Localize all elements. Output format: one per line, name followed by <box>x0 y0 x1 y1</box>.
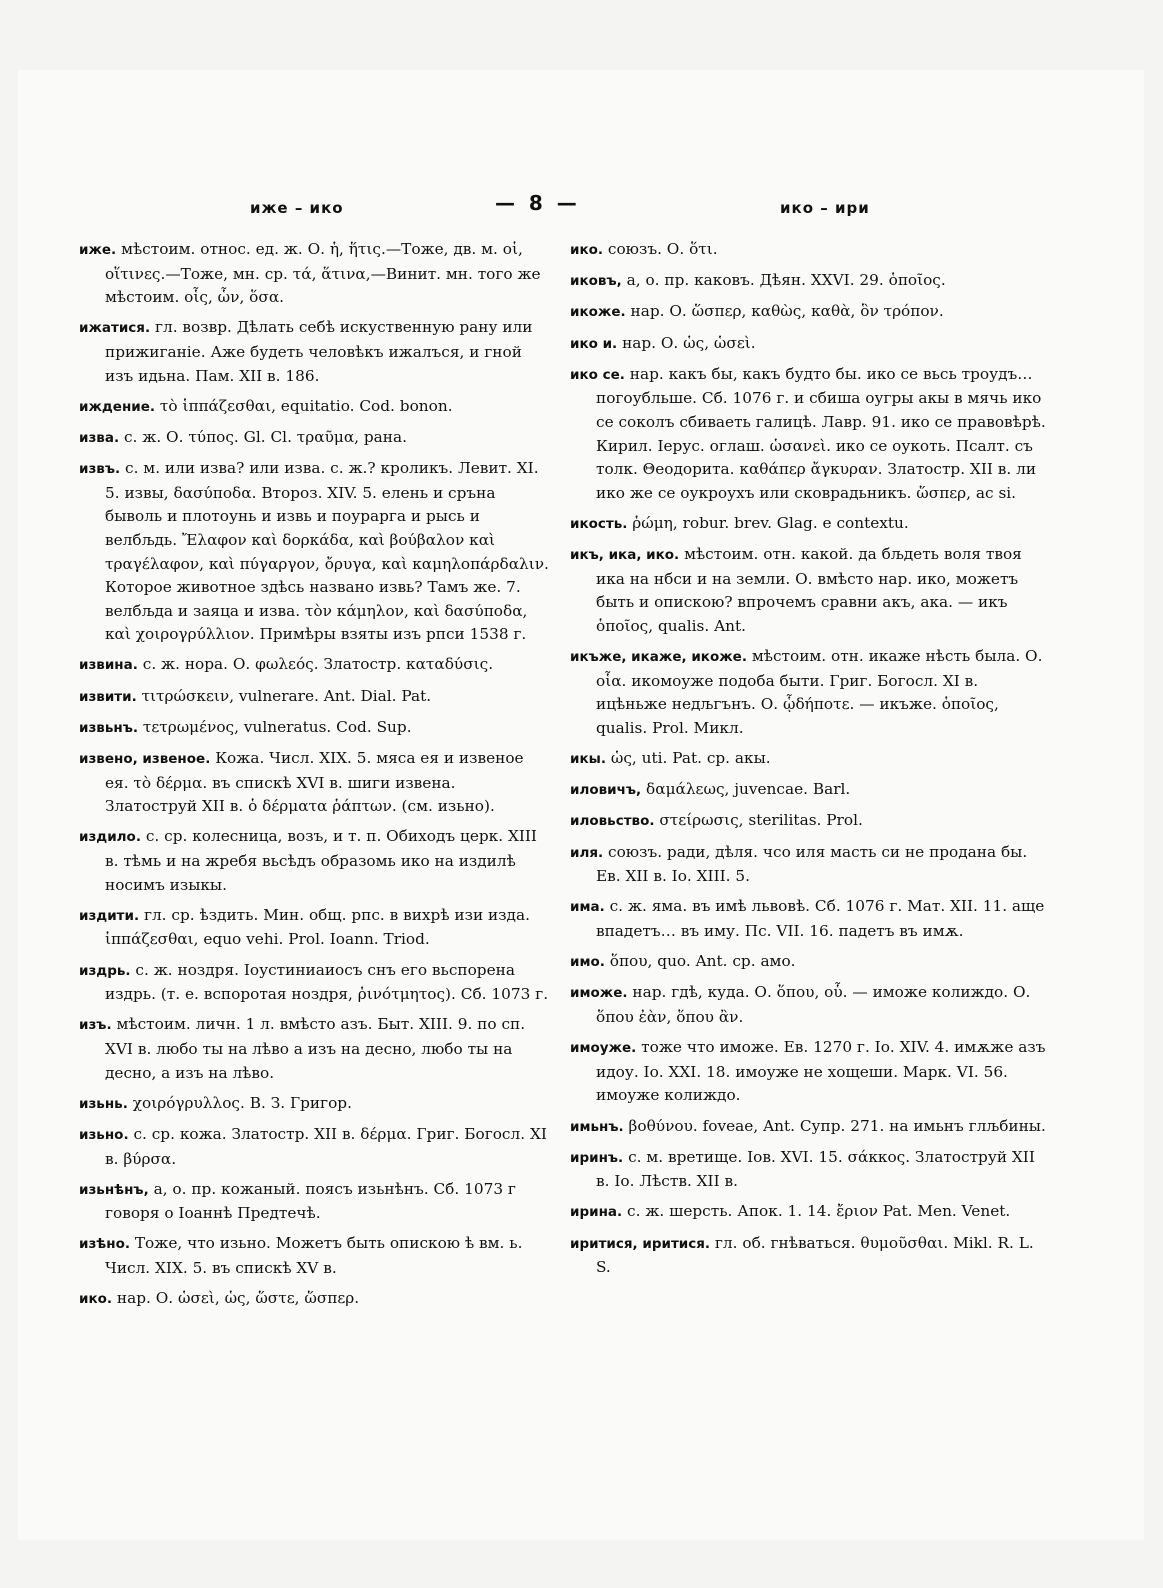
page-number: — 8 — <box>495 191 577 215</box>
definition: βοθύνου. foveae, Ant. Супр. 271. на имьнъ глљбины. <box>628 1116 1046 1135</box>
definition: тоже что иможе. Ев. 1270 г. Іо. XIV. 4. имѫже азъ идоу. Іо. XXI. 18. имоуже не хощеши. Марк. VI. 56. имоуже колиждо. <box>596 1038 1046 1105</box>
dictionary-entry <box>570 778 1046 803</box>
headword: извъ. <box>79 461 121 478</box>
definition: τιτρώσκειν, vulnerare. Ant. Dial. Pat. <box>141 686 432 705</box>
definition: с. ж. О. τύπος. Gl. Cl. τραῦμα, рана. <box>123 427 407 446</box>
dictionary-entry <box>79 904 549 952</box>
definition: мѣстоим. относ. ед. ж. О. ἡ, ἥτις.—Тоже, дв. м. οἱ, οἵτινες.—Тоже, мн. ср. τά, ἅτινα,—Винит. мн. того же мѣстоим. οἷς, ὧν, ὅσα. <box>105 240 541 307</box>
definition: с. м. вретище. Іов. XVI. 15. σάκκος. Златоструй XII в. Іо. Лѣств. XII в. <box>596 1147 1035 1191</box>
headword: иринъ. <box>570 1149 624 1166</box>
headword: извина. <box>79 657 138 674</box>
definition: нар. О. ὡς, ὡσεὶ. <box>622 333 756 352</box>
definition: ὡς, uti. Pat. ср. акы. <box>610 749 771 768</box>
definition: Кожа. Числ. XIX. 5. мяса ея и извеное ея. τὸ δέρμα. въ спискѣ XVI в. шиги извена. Златоструй XII в. ὁ δέρματα ῥάπτων. (см. изьно). <box>105 749 524 816</box>
headword: изва. <box>79 429 120 446</box>
definition: а, о. пр. кожаный. поясъ изьнѣнъ. Сб. 1073 г говоря о Іоаннѣ Предтечѣ. <box>105 1179 516 1223</box>
dictionary-entry <box>570 841 1046 889</box>
dictionary-entry <box>79 1092 549 1117</box>
dictionary-entry <box>570 950 1046 975</box>
headword: иловьство. <box>570 813 655 830</box>
headword: извено, извеное. <box>79 751 211 768</box>
definition: с. ж. яма. въ имѣ львовѣ. Сб. 1076 г. Мат. XII. 11. аще впадетъ… въ иму. Пс. VII. 16. падетъ въ имѫ. <box>596 897 1045 940</box>
headword: иже. <box>79 242 117 258</box>
headword: изьно. <box>79 1126 129 1143</box>
headword: имоуже. <box>570 1040 637 1057</box>
headword: ико и. <box>570 335 618 352</box>
definition: στείρωσις, sterilitas. Prol. <box>659 811 863 830</box>
headword: изѣно. <box>79 1236 130 1253</box>
headword: иковъ, <box>570 273 622 290</box>
definition: с. ж. шерсть. Апок. 1. 14. ἔριον Pat. Men. Venet. <box>627 1202 1011 1221</box>
definition: с. ср. кожа. Златостр. XII в. δέρμα. Григ. Богосл. XI в. βύρσα. <box>105 1124 547 1168</box>
dictionary-entry <box>79 1232 549 1280</box>
definition: с. ж. нора. О. φωλεός. Златостр. καταδύσις. <box>142 655 494 674</box>
headword: икость. <box>570 515 628 532</box>
definition: гл. возвр. Дѣлать себѣ искуственную рану или прижиганіе. Аже будеть человѣкъ ижалъся, и гной изъ идьна. Пам. XII в. 186. <box>105 318 533 385</box>
headword: икы. <box>570 751 606 768</box>
dictionary-entry <box>79 959 549 1007</box>
definition: союзъ. ради, дѣля. чсо иля масть си не продана бы. Ев. XII в. Іо. XIII. 5. <box>596 842 1028 886</box>
definition: с. ср. колесница, возъ, и т. п. Обиходъ церк. XIII в. тѣмь и на жребя вьсѣдъ образомь ико на издилѣ носимъ изыкы. <box>105 827 537 894</box>
definition: а, о. пр. каковъ. Дѣян. XXVI. 29. ὁποῖος. <box>626 271 946 290</box>
definition: нар. гдѣ, куда. О. ὅπου, οὗ. — иможе колиждо. О. ὅπου ἐὰν, ὅπου ἂν. <box>596 983 1031 1026</box>
definition: Тоже, что изьно. Можетъ быть опискою ѣ вм. ь. Числ. XIX. 5. въ спискѣ XV в. <box>105 1234 523 1278</box>
dictionary-entry <box>79 685 549 710</box>
dictionary-entry <box>79 395 549 420</box>
definition: гл. об. гнѣваться. θυμοῦσθαι. Mikl. R. L. S. <box>596 1233 1034 1277</box>
headword: имьнъ. <box>570 1118 624 1135</box>
header-right-guide: ико – ири <box>780 199 870 217</box>
headword: изьнѣнъ, <box>79 1181 149 1198</box>
dictionary-entry <box>570 1036 1046 1108</box>
dictionary-entry <box>79 747 549 819</box>
right-column <box>570 238 1046 1286</box>
headword: извити. <box>79 688 137 705</box>
dictionary-entry <box>570 1115 1046 1140</box>
dictionary-entry <box>79 716 549 741</box>
headword: ико. <box>570 242 604 258</box>
dictionary-entry <box>79 457 549 647</box>
dictionary-entry <box>79 653 549 678</box>
definition: τὸ ἱππάζεσθαι, equitatio. Cod. bonon. <box>159 396 453 415</box>
definition: союзъ. О. ὅτι. <box>607 240 718 258</box>
left-column <box>79 238 549 1318</box>
dictionary-entry <box>570 895 1046 943</box>
dictionary-entry <box>79 825 549 897</box>
dictionary-entry <box>570 981 1046 1029</box>
definition: с. ж. ноздря. Іоустиниаиосъ снъ его вьспорена издрь. (т. е. вспоротая ноздря, ῥινότμητος). Сб. 1073 г. <box>105 960 549 1004</box>
dictionary-entry <box>570 747 1046 772</box>
dictionary-entry <box>570 332 1046 357</box>
headword: извьнъ. <box>79 719 138 736</box>
headword: ижатися. <box>79 320 151 337</box>
definition: χοιρόγρυλλος. В. З. Григор. <box>132 1093 352 1112</box>
headword: икъже, икаже, икоже. <box>570 649 747 666</box>
page-header <box>80 191 1080 225</box>
headword: иловичъ, <box>570 782 642 799</box>
headword: ико. <box>79 1291 113 1308</box>
headword: икоже. <box>570 304 626 321</box>
definition: ῥώμη, robur. brev. Glag. e contextu. <box>632 513 909 532</box>
definition: δαμάλεως, juvencae. Barl. <box>646 780 851 799</box>
dictionary-entry <box>570 363 1046 506</box>
dictionary-entry <box>79 238 549 310</box>
dictionary-entry <box>79 426 549 451</box>
headword: изъ. <box>79 1017 112 1034</box>
dictionary-entry <box>570 512 1046 537</box>
headword: имо. <box>570 954 605 971</box>
headword: иждение. <box>79 398 156 415</box>
header-left-guide: иже – ико <box>250 199 344 217</box>
headword: изьнь. <box>79 1095 128 1112</box>
headword: има. <box>570 899 605 916</box>
headword: ико се. <box>570 366 625 383</box>
dictionary-entry <box>79 1287 549 1312</box>
definition: нар. какъ бы, какъ будто бы. ико се вьсь троудъ… погоубльше. Сб. 1076 г. и сбиша оугры акы в мячь ико се соколъ сбиваеть галицѣ. Лавр. 91. ико се правовѣрѣ. Кирил. Іерус. оглаш. ὡσανεὶ. ико се оукоть. Псалт. съ толк. Θеодорита. καθάπερ ἄγκυραν. Златостр. XII в. ли ико же се оукроухъ или сковрадьникъ. ὥσπερ, ac si. <box>596 364 1046 502</box>
dictionary-entry <box>570 1232 1046 1280</box>
dictionary-entry <box>79 1178 549 1226</box>
definition: τετρωμένος, vulneratus. Cod. Sup. <box>142 717 412 736</box>
dictionary-entry <box>570 1200 1046 1225</box>
dictionary-entry <box>570 1146 1046 1194</box>
definition: с. м. или изва? или изва. с. ж.? кроликъ. Левит. XI. 5. извы, δασύποδα. Второз. XIV. 5. елень и сръна быволь и плотоунь и извь и поурарга и рысь и велбљдь. Ἔλαφον καὶ δορκάδα, καὶ βούβαλον καὶ τραγέλαφον, καὶ πύγαργον, ὄρυγα, καὶ καμηλοπάρδαλιν. Которое животное здѣсь названо извь? Тамъ же. 7. велбљда и заяца и изва. τὸν κάμηλον, καὶ δασύποδα, καὶ χοιρογρύλλιον. Примѣры взяты изъ рпси 1538 г. <box>105 459 549 644</box>
headword: издрь. <box>79 962 131 979</box>
dictionary-entry <box>570 809 1046 834</box>
headword: иможе. <box>570 985 628 1002</box>
headword: икъ, ика, ико. <box>570 547 680 564</box>
definition: ὅπου, quo. Ant. ср. амо. <box>609 952 796 971</box>
headword: издити. <box>79 907 140 924</box>
headword: издило. <box>79 829 141 846</box>
dictionary-entry <box>79 1013 549 1085</box>
dictionary-entry <box>570 238 1046 263</box>
headword: иля. <box>570 844 604 861</box>
dictionary-entry <box>79 1123 549 1171</box>
definition: нар. О. ὥσπερ, καθὼς, καθὰ, ὃν τρόπον. <box>630 302 944 321</box>
dictionary-entry <box>79 316 549 388</box>
definition: мѣстоим. отн. какой. да бљдеть воля твоя ика на нбси и на земли. О. вмѣсто нар. ико, можетъ быть и опискою? впрочемъ сравни акъ, ака. — икъ ὁποῖος, qualis. Ant. <box>596 545 1022 635</box>
definition: нар. О. ὡσεὶ, ὡς, ὥστε, ὥσπερ. <box>116 1289 360 1308</box>
definition: гл. ср. ѣздить. Мин. общ. рпс. в вихрѣ изи изда. ἱππάζεσθαι, equo vehi. Prol. Ioann. Triod. <box>105 905 530 949</box>
dictionary-entry <box>570 300 1046 325</box>
headword: ирина. <box>570 1204 623 1221</box>
definition: мѣстоим. личн. 1 л. вмѣсто азъ. Быт. XIII. 9. по сп. XVI в. любо ты на лѣво а изъ на десно, любо ты на десно, а изъ на лѣво. <box>105 1015 526 1082</box>
headword: иритися, иритися. <box>570 1235 711 1252</box>
definition: мѣстоим. отн. икаже нѣсть была. О. οἷα. икомоуже подоба быти. Григ. Богосл. XI в. ицѣньже недљгънъ. О. ᾧδήποτε. — икъже. ὁποῖος, qualis. Prol. Микл. <box>596 647 1043 737</box>
dictionary-entry <box>570 645 1046 740</box>
dictionary-entry <box>570 269 1046 294</box>
dictionary-entry <box>570 543 1046 638</box>
